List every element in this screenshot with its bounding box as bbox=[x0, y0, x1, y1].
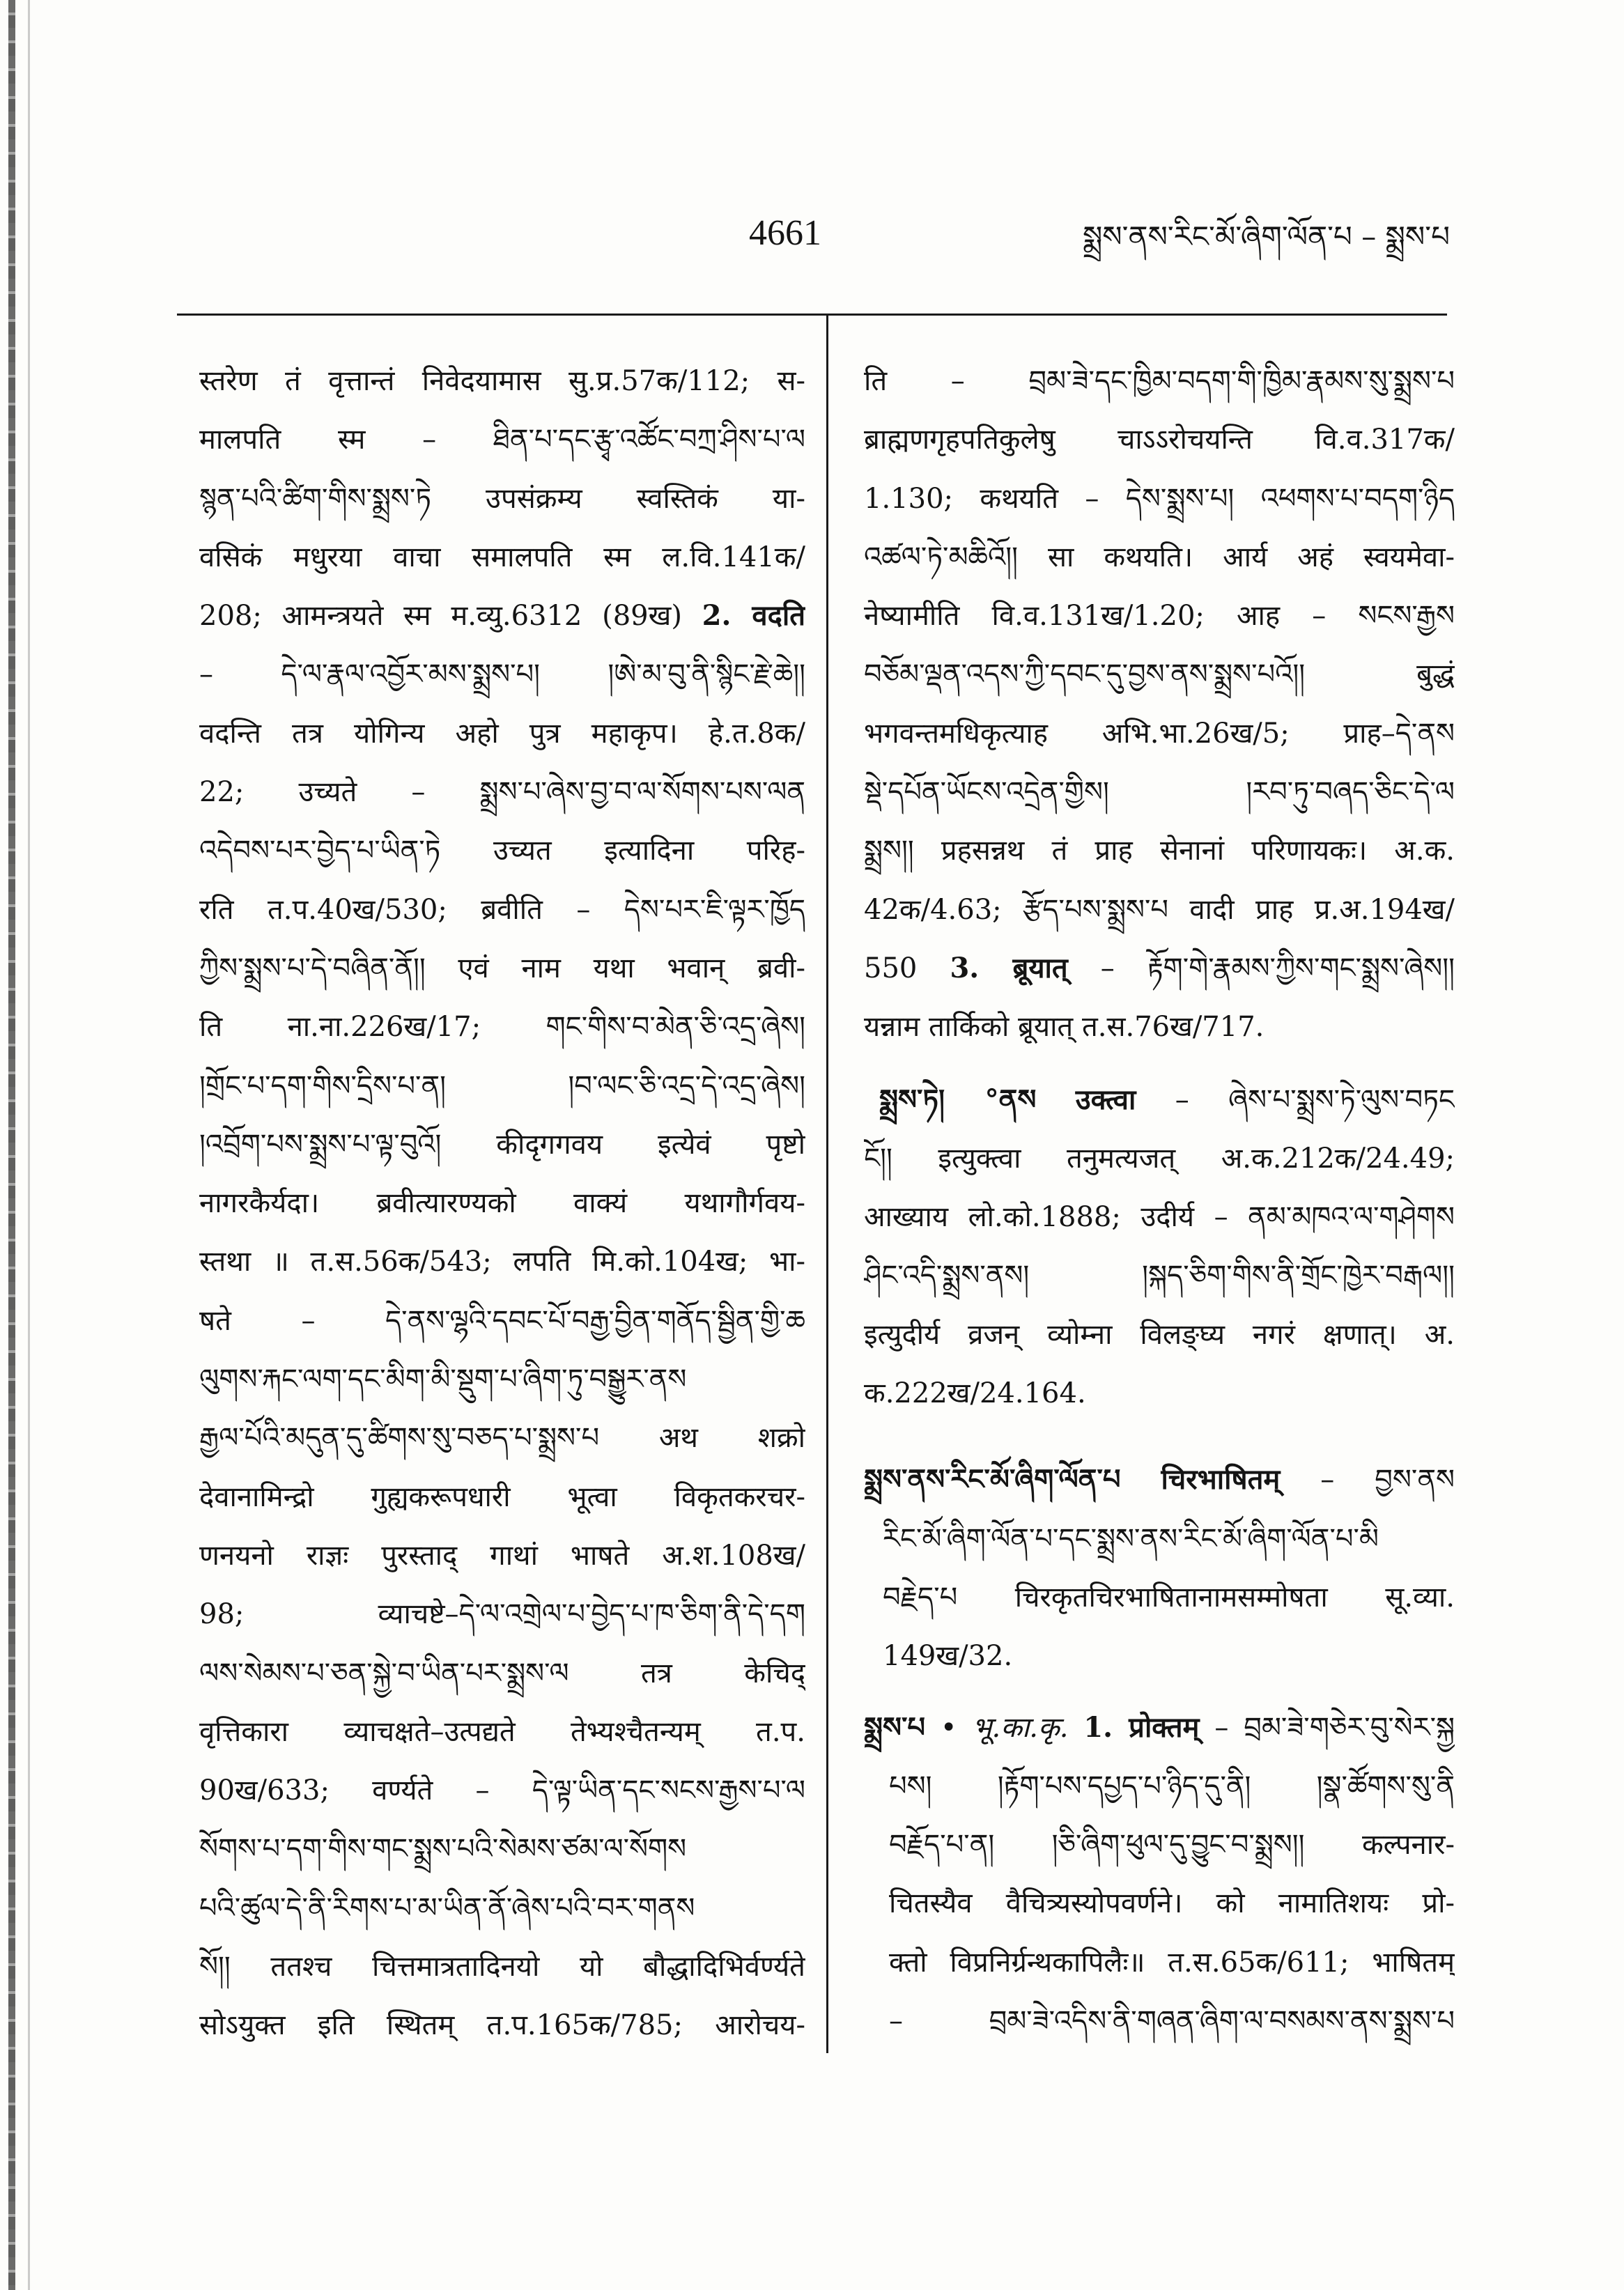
text-line: सोऽयुक्त इति स्थितम् त.प.165क/785; आरोचय- bbox=[199, 2009, 805, 2042]
text-line: བཅོམ་ལྡན་འདས་ཀྱི་དབང་དུ་བྱས་ནས་སྨྲས་པའོ།། बुद्धं bbox=[864, 658, 1455, 691]
text-line: ति ना.ना.226ख/17; གང་གིས་བ་མེན་ཅི་འདྲ་ཞེས། bbox=[199, 1011, 805, 1044]
left-column bbox=[199, 352, 805, 2055]
entry-first-line bbox=[864, 1699, 1455, 1757]
text-line: །གྲོང་པ་དག་གིས་དྲིས་པ་ན། །བ་ལང་ཅི་འདྲ་དེ་འདྲ་ཞེས། bbox=[199, 1069, 805, 1102]
right-column bbox=[864, 352, 1455, 2050]
text-line: སྨྲས།། प्रहसन्नथ तं प्राह सेनानां परिणायकः। अ.क. bbox=[864, 835, 1455, 867]
text-line: ब्राह्मणगृहपतिकुलेषु चाऽऽरोचयन्ति वि.व.317क/ bbox=[864, 424, 1455, 456]
text-line: मालपति स्म – ཐིན་པ་དང་རྩྭ་འཚོང་བཀྲ་ཤིས་པ་ལ bbox=[199, 424, 805, 456]
page-number: 4661 bbox=[749, 213, 821, 253]
dictionary-entry bbox=[864, 1450, 1455, 1685]
text-line: སོགས་པ་དག་གིས་གང་སྨྲས་པའི་སེམས་ཙམ་ལ་སོགས bbox=[199, 1833, 687, 1866]
text-line: क्तो विप्रनिर्ग्रन्थकापिलैः॥ त.स.65क/611; भाषितम् bbox=[889, 1946, 1455, 1979]
text-line: ལུགས་རྐང་ལག་དང་མིག་མི་སྡུག་པ་ཞིག་ཏུ་བསྒྱུར་ནས bbox=[199, 1363, 687, 1396]
text-line: चितस्यैव वैचित्र्यस्योपवर्णने। को नामातिशयः प्रो- bbox=[889, 1887, 1455, 1920]
sub-term: उक्त्वा bbox=[1075, 1083, 1136, 1116]
sense-label: 3. ब्रूयात् bbox=[950, 951, 1068, 984]
headword: སྨྲས་པ bbox=[864, 1710, 926, 1744]
text-line: आख्याय लो.को.1888; उदीर्य – ནམ་མཁའ་ལ་གཤེགས bbox=[864, 1201, 1455, 1234]
text-line: བརྗེད་པ चिरकृतचिरभाषितानामसम्मोषता सू.व्या. bbox=[883, 1581, 1455, 1614]
sub-headword: སྨྲས་ཏེ། °ནས bbox=[879, 1083, 1037, 1116]
text-line: 42क/4.63; རྩོད་པས་སྨྲས་པ वादी प्राह प्र.अ.194ख/ bbox=[864, 893, 1455, 926]
text-line: སྙན་པའི་ཚིག་གིས་སྨྲས་ཏེ उपसंक्रम्य स्वस्तिकं या- bbox=[199, 482, 805, 515]
text-line: इत्युदीर्य व्रजन् व्योम्ना विलङ्घ्य नगरं क्षणात्। अ. bbox=[864, 1318, 1455, 1351]
text-line: ལས་སེམས་པ་ཅན་སྐྱེ་བ་ཡིན་པར་སྨྲས་ལ तत्र केचिद् bbox=[199, 1657, 805, 1689]
text-line: ཀྱིས་སྨྲས་པ་དེ་བཞིན་ནོ།། एवं नाम यथा भवान् ब्रवी- bbox=[199, 952, 805, 984]
bullet: • bbox=[940, 1711, 957, 1744]
text-line: यन्नाम तार्किको ब्रूयात् त.स.76ख/717. bbox=[864, 1011, 1265, 1044]
text-line: པས། །རྟོག་པས་དཔྱད་པ་ཉིད་དུ་ནི། །སྣ་ཚོགས་སུ་ནི bbox=[889, 1770, 1455, 1802]
sub-entry-first-line bbox=[864, 1071, 1455, 1129]
grammar-label: भू.का.कृ. bbox=[972, 1711, 1069, 1744]
text-line: རྒྱལ་པོའི་མདུན་དུ་ཚིགས་སུ་བཅད་པ་སྨྲས་པ अथ शक्रो bbox=[199, 1422, 805, 1455]
headword: སྨྲས་ནས་རིང་མོ་ཞིག་ལོན་པ bbox=[864, 1463, 1121, 1496]
text-line: नेष्यामीति वि.व.131ख/1.20; आह – སངས་རྒྱས bbox=[864, 600, 1455, 633]
text-line: པའི་ཚུལ་དེ་ནི་རིགས་པ་མ་ཡིན་ནོ་ཞེས་པའི་བར་གནས bbox=[199, 1891, 695, 1924]
text-line: 22; उच्यते – སྨྲས་པ་ཞེས་བྱ་བ་ལ་སོགས་པས་ལན bbox=[199, 776, 805, 809]
text-line: वसिकं मधुरया वाचा समालपति स्म ल.वि.141क/ bbox=[199, 541, 805, 573]
text-line: རིང་མོ་ཞིག་ལོན་པ་དང་སྨྲས་ནས་རིང་མོ་ཞིག་ལོན་པ་མི bbox=[883, 1522, 1379, 1555]
text-line: ངོ།། इत्युक्त्वा तनुमत्यजत् अ.क.212क/24.49; bbox=[864, 1142, 1455, 1175]
sub-entry bbox=[864, 1071, 1455, 1423]
text-line: देवानामिन्द्रो गुह्यकरूपधारी भूत्वा विकृतकरचर- bbox=[199, 1480, 805, 1513]
text-segment: – བྲམ་ཟེ་གཅེར་བུ་སེར་སྐྱ bbox=[1214, 1711, 1455, 1744]
text-line: स्तरेण तं वृत्तान्तं निवेदयामास सु.प्र.57क/112; स- bbox=[199, 365, 805, 397]
text-line: 90ख/633; वर्ण्यते – དེ་ལྟ་ཡིན་དང་སངས་རྒྱས་པ་ལ bbox=[199, 1774, 805, 1807]
text-segment: – བྱས་ནས bbox=[1320, 1464, 1455, 1496]
text-line: वृत्तिकारा व्याचक्षते–उत्पद्यते तेभ्यश्चैतन्यम् त.प. bbox=[199, 1715, 805, 1748]
sense-label: 1. प्रोक्तम् bbox=[1083, 1710, 1200, 1744]
dictionary-entry bbox=[864, 1699, 1455, 2051]
text-line: षते – དེ་ནས་ལྷའི་དབང་པོ་བརྒྱ་བྱིན་གནོད་སྦྱིན་གྱི་ཆ bbox=[199, 1304, 805, 1337]
sense-label: 2. वदति bbox=[702, 599, 805, 633]
text-line: ཤིང་འདི་སྨྲས་ནས། །སྐད་ཅིག་གིས་ནི་གྲོང་ཁྱེར་བརྒལ།། bbox=[864, 1260, 1455, 1292]
text-line bbox=[864, 939, 1455, 998]
entry-first-line bbox=[864, 1450, 1455, 1509]
text-line: །འབྲོག་པས་སྨྲས་པ་ལྟ་བུའོ། कीदृगगवय इत्येवं पृष्टो bbox=[199, 1128, 805, 1161]
text-line: སོ།། ततश्च चित्तमात्रतादिनयो यो बौद्धादिभिर्वर्ण्यते bbox=[199, 1951, 805, 1983]
text-line: भगवन्तमधिकृत्याह अभि.भा.26ख/5; प्राह–དེ་ནས bbox=[864, 717, 1455, 750]
header-rule bbox=[177, 314, 1447, 316]
scan-edge-artifact bbox=[8, 0, 15, 2290]
text-line: नागरकैर्यदा। ब्रवीत्यारण्यको वाक्यं यथागौर्गवय- bbox=[199, 1187, 805, 1220]
text-line: क.222ख/24.164. bbox=[864, 1377, 1086, 1410]
text-line: 149ख/32. bbox=[883, 1640, 1013, 1673]
text-line: འདེབས་པར་བྱེད་པ་ཡིན་ཏེ उच्यत इत्यादिना परिह- bbox=[199, 835, 805, 867]
text-line: 1.130; कथयति – དེས་སྨྲས་པ། འཕགས་པ་བདག་ཉིད bbox=[864, 482, 1455, 515]
text-segment: – ཞེས་པ་སྨྲས་ཏེ་ལུས་བཏང bbox=[1175, 1083, 1455, 1116]
text-line: – བྲམ་ཟེ་འདིས་ནི་གཞན་ཞིག་ལ་བསམས་ནས་སྨྲས་པ bbox=[889, 2005, 1455, 2038]
text-line: སྡེ་དཔོན་ཡོངས་འདྲེན་གྱིས། །རབ་ཏུ་བཞད་ཅིང་དེ་ལ bbox=[864, 776, 1455, 809]
text-line: བརྗོད་པ་ན། །ཅི་ཞིག་ཕུལ་དུ་བྱུང་བ་སྨྲས།། कल्पनार- bbox=[889, 1829, 1455, 1862]
running-head: སྨྲས་ནས་རིང་མོ་ཞིག་ལོན་པ – སྨྲས་པ bbox=[1082, 219, 1450, 254]
text-line: 98; व्याचष्टे–དེ་ལ་འགྲེལ་པ་བྱེད་པ་ཁ་ཅིག་ནི་དེ་དག bbox=[199, 1598, 805, 1631]
text-segment: – རྟོག་གེ་རྣམས་ཀྱིས་གང་སྨྲས་ཞེས།། bbox=[1100, 952, 1455, 984]
text-line: णनयनो राज्ञः पुरस्ताद् गाथां भाषते अ.श.108ख/ bbox=[199, 1539, 805, 1572]
text-line bbox=[199, 587, 805, 645]
text-line: – དེ་ལ་རྣལ་འབྱོར་མས་སྨྲས་པ། །ཨེ་མ་བུ་ནི་སྙིང་རྗེ་ཆེ།། bbox=[199, 658, 805, 691]
text-segment: 550 bbox=[864, 952, 918, 984]
text-line: स्तथा ॥ त.स.56क/543; लपति मि.को.104ख; भा- bbox=[199, 1246, 805, 1278]
text-line: འཚལ་ཏེ་མཆིའོ།། सा कथयति। आर्य अहं स्वयमेवा- bbox=[864, 541, 1455, 573]
entry-continuation bbox=[864, 352, 1455, 1057]
text-segment: 208; आमन्त्रयते स्म म.व्यु.6312 (89ख) bbox=[199, 600, 682, 633]
text-line: वदन्ति तत्र योगिन्य अहो पुत्र महाकृप। हे.त.8क/ bbox=[199, 717, 805, 750]
scan-edge-line bbox=[28, 0, 30, 2290]
text-line: रति त.प.40ख/530; ब्रवीति – དེས་པར་ཇི་ལྟར་ཁྱོད bbox=[199, 893, 805, 926]
text-line: ति – བྲམ་ཟེ་དང་ཁྱིམ་བདག་གི་ཁྱིམ་རྣམས་སུ་སྨྲས་པ bbox=[864, 365, 1455, 397]
column-divider bbox=[826, 315, 828, 2053]
sanskrit-term: चिरभाषितम् bbox=[1161, 1463, 1281, 1496]
